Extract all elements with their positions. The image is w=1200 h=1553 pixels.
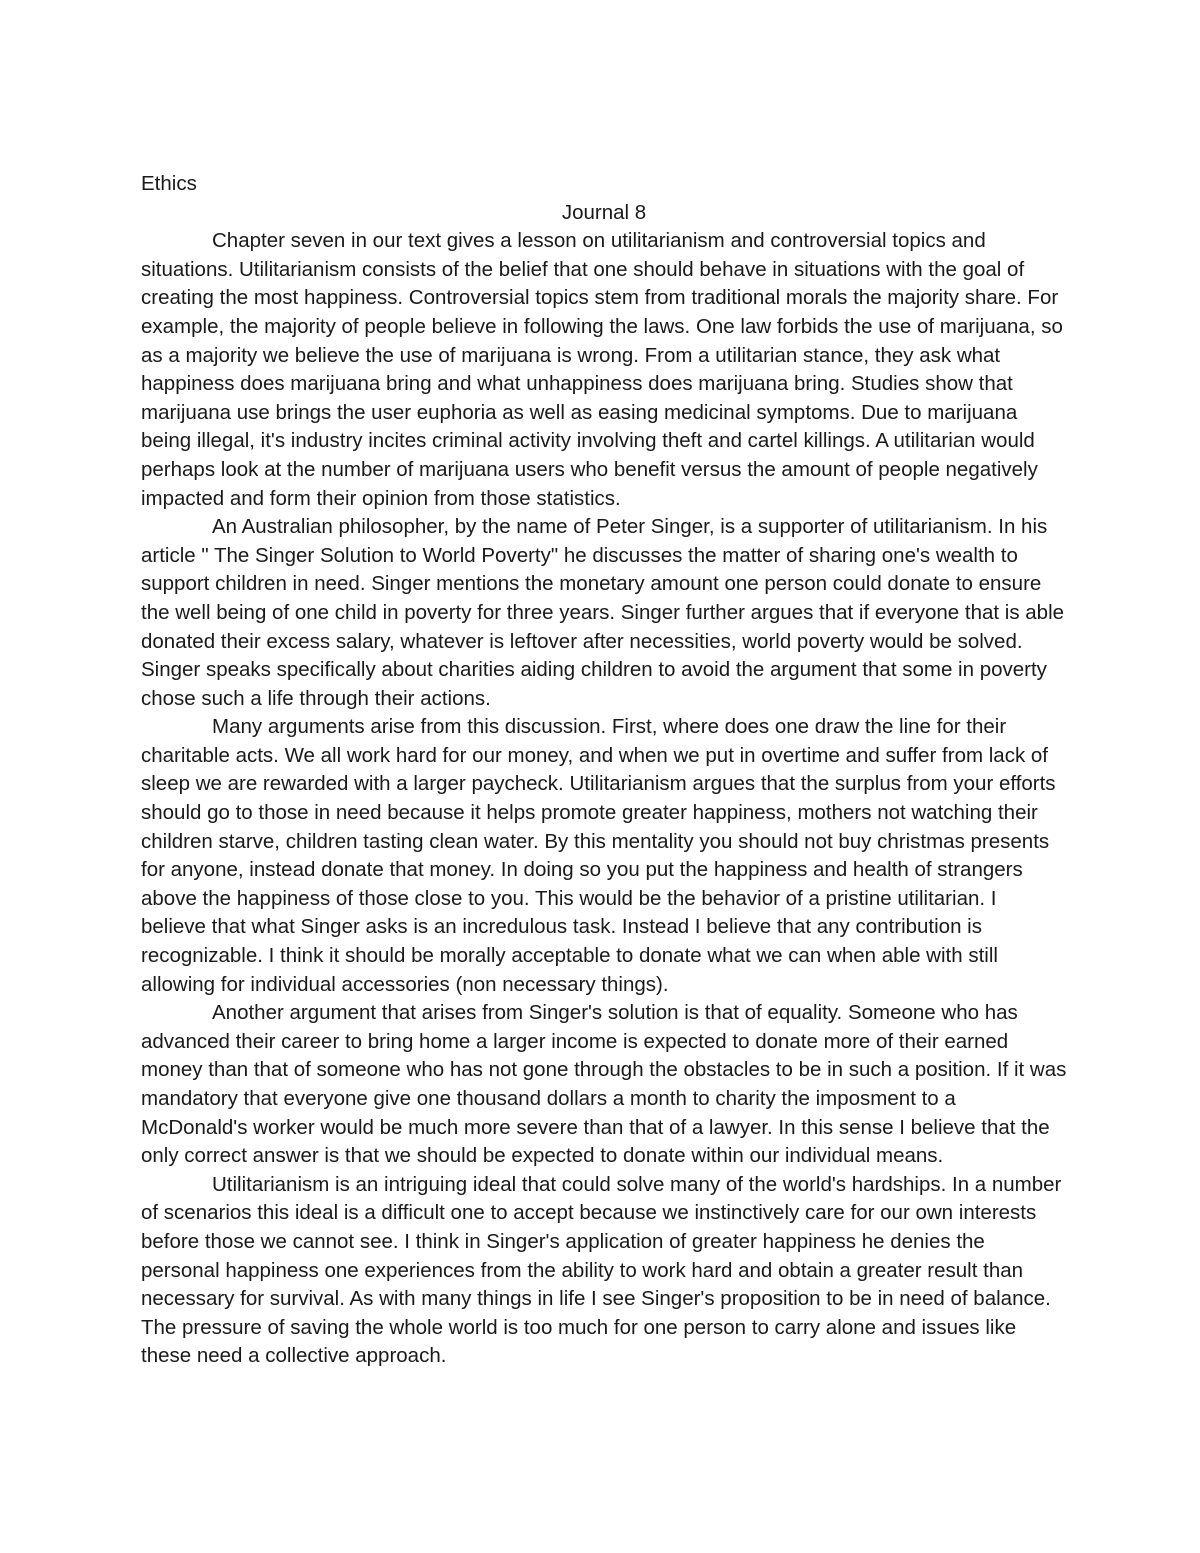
document-body (141, 170, 1067, 1371)
journal-title: Journal 8 (561, 200, 647, 224)
paragraph-1: Chapter seven in our text gives a lesson on utilitarianism and controversial topics and situations. Utilitarianism consists of the belief that one should behave in situations with the goal of creating the most happiness. Controversial topics stem from traditional morals the majority share. For example, the majority of people believe in following the laws. One law forbids the use of marijuana, so as a majority we believe the use of marijuana is wrong. From a utilitarian stance, they ask what happiness does marijuana bring and what unhappiness does marijuana bring. Studies show that marijuana use brings the user euphoria as well as easing medicinal symptoms. Due to marijuana being illegal, it's industry incites criminal activity involving theft and cartel killings. A utilitarian would perhaps look at the number of marijuana users who benefit versus the amount of people negatively impacted and form their opinion from those statistics. (141, 229, 1063, 510)
paragraph-3: Many arguments arise from this discussion. First, where does one draw the line for their charitable acts. We all work hard for our money, and when we put in overtime and suffer from lack of sleep we are rewarded with a larger paycheck. Utilitarianism argues that the surplus from your efforts should go to those in need because it helps promote greater happiness, mothers not watching their children starve, children tasting clean water. By this mentality you should not buy christmas presents for anyone, instead donate that money. In doing so you put the happiness and health of strangers above the happiness of those close to you. This would be the behavior of a pristine utilitarian. I believe that what Singer asks is an incredulous task. Instead I believe that any contribution is recognizable. I think it should be morally acceptable to donate what we can when able with still allowing for individual accessories (non necessary things). (141, 715, 1056, 996)
paragraph-5: Utilitarianism is an intriguing ideal that could solve many of the world's hardships. In a number of scenarios this ideal is a difficult one to accept because we instinctively care for our own interests before those we cannot see. I think in Singer's application of greater happiness he denies the personal happiness one experiences from the ability to work hard and obtain a greater result than necessary for survival. As with many things in life I see Singer's proposition to be in need of balance. The pressure of saving the whole world is too much for one person to carry alone and issues like these need a collective approach. (141, 1172, 1062, 1368)
paragraph-4: Another argument that arises from Singer's solution is that of equality. Someone who has advanced their career to bring home a larger income is expected to donate more of their earned money than that of someone who has not gone through the obstacles to be in such a position. If it was mandatory that everyone give one thousand dollars a month to charity the imposment to a McDonald's worker would be much more severe than that of a lawyer. In this sense I believe that the only correct answer is that we should be expected to donate within our individual means. (141, 1001, 1067, 1168)
course-name: Ethics (141, 172, 197, 195)
paragraph-2: An Australian philosopher, by the name of Peter Singer, is a supporter of utilitarianism. In his article " The Singer Solution to World Poverty" he discusses the matter of sharing one's wealth to support children in need. Singer mentions the monetary amount one person could donate to ensure the well being of one child in poverty for three years. Singer further argues that if everyone that is able donated their excess salary, whatever is leftover after necessities, world poverty would be solved. Singer speaks specifically about charities aiding children to avoid the argument that some in poverty chose such a life through their actions. (141, 515, 1065, 710)
